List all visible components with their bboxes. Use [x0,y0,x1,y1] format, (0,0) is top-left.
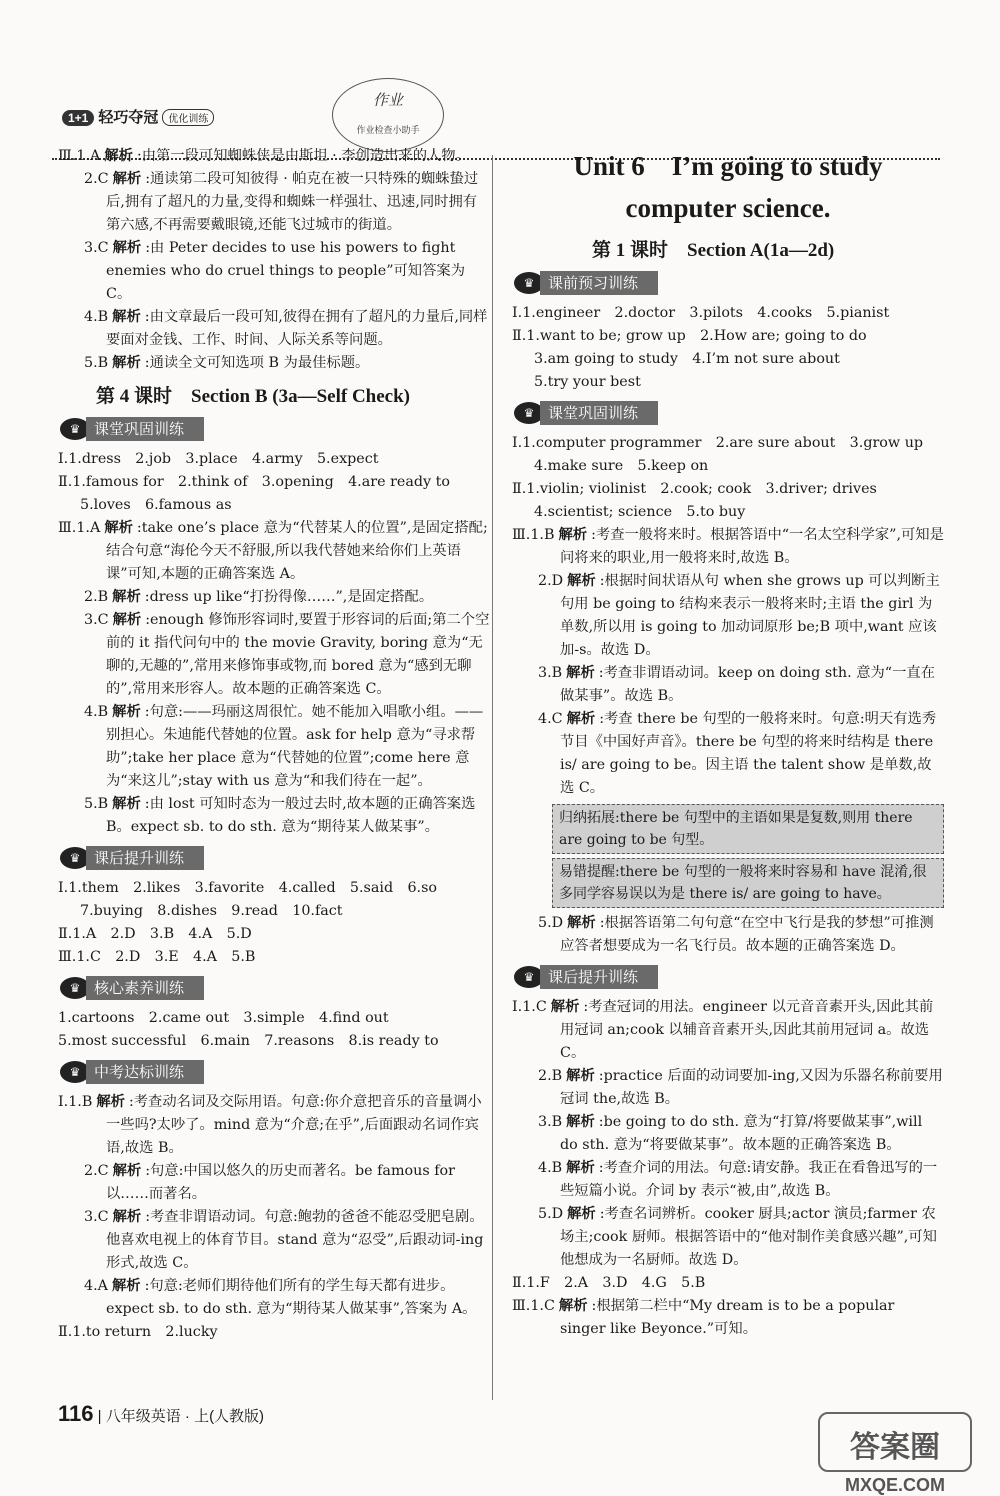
answer-item: 4.B 解析 :由文章最后一段可知,彼得在拥有了超凡的力量后,同样要面对金钱、工作、时间、人际关系等问题。 [84,309,488,348]
answer-item: 2.B 解析 :dress up like“打扮得像……”,是固定搭配。 [84,589,434,605]
answer-item: 5.D 解析 :考查名词辨析。cooker 厨具;actor 演员;farmer 农场主;cook 厨师。根据答语中的“他对制作美食感兴趣”,可知他想成为一名厨师。故选 D。 [538,1206,937,1268]
book-title: 八年级英语 · 上(人教版) [105,1408,265,1425]
unit-title: Unit 6 I’m going to study computer science. [573,151,883,223]
homework-stamp: 作业 作业检查小助手 [332,78,444,152]
answer-line: 1.cartoons 2.came out 3.simple 4.find out [58,1010,389,1026]
answer-line: Ⅱ.1.F 2.A 3.D 4.G 5.B [512,1275,706,1291]
tip-box-summary: 归纳拓展:there be 句型中的主语如果是复数,则用 there are going to be 句型。 [552,804,944,854]
answer-item: 5.B 解析 :由 lost 可知时态为一般过去时,故本题的正确答案选 B。expect sb. to do sth. 意为“期待某人做某事”。 [84,796,476,835]
section-band: ♛ 课后提升训练 [512,964,944,990]
answer-item: 2.D 解析 :根据时间状语从句 when she grows up 可以判断主句用 be going to 结构来表示一般将来时;主语 the girl 为单数,所以用 is going to 加动词原形 be;B 项中,want 应该加-s。故选 D。 [538,573,940,658]
answer-item: 4.B 解析 :句意:——玛丽这周很忙。她不能加入唱歌小组。——别担心。朱迪能代替她的位置。ask for help 意为“寻求帮助”;take her place 意为“代替她的位置”;come here 意为“来这儿”;stay with us 意为“和我们待在一起”。 [84,704,484,789]
crown-icon: ♛ [60,847,90,869]
section-band: ♛ 中考达标训练 [58,1059,490,1085]
answer-item: 4.B 解析 :考查介词的用法。句意:请安静。我正在看鲁迅写的一些短篇小说。介词 by 表示“被,由”,故选 B。 [538,1160,938,1199]
answer-line: Ⅰ.1.computer programmer 2.are sure about 3.grow up [512,435,924,451]
answer-line: Ⅱ.1.to return 2.lucky [58,1324,218,1340]
lesson-title: 第 4 课时 Section B (3a—Self Check) [96,386,411,407]
answer-line: Ⅰ.1.engineer 2.doctor 3.pilots 4.cooks 5.pianist [512,305,890,321]
answer-line: Ⅰ.1.dress 2.job 3.place 4.army 5.expect [58,451,379,467]
lesson-title: 第 1 课时 Section A(1a—2d) [592,240,835,261]
right-column [512,145,944,1341]
tip-box-warning: 易错提醒:there be 句型的一般将来时容易和 have 混淆,很多同学容易误以为是 there is/ are going to have。 [552,858,944,908]
answer-item: Ⅲ.1.A 解析 :take one’s place 意为“代替某人的位置”,是固定搭配;结合句意“海伦今天不舒服,所以我代替她来给你们上英语课”可知,本题的正确答案选 A。 [58,520,488,582]
answer-line: 7.buying 8.dishes 9.read 10.fact [80,903,343,919]
answer-line: Ⅱ.1.want to be; grow up 2.How are; going to do [512,328,867,344]
answer-line: Ⅲ.1.C 2.D 3.E 4.A 5.B [58,949,256,965]
crown-icon: ♛ [514,966,544,988]
answer-item: 2.B 解析 :practice 后面的动词要加-ing,又因为乐器名称前要用冠词 the,故选 B。 [538,1068,943,1107]
answer-line: 5.try your best [534,374,641,390]
answer-line: 3.am going to study 4.I’m not sure about [534,351,840,367]
answer-line: Ⅱ.1.violin; violinist 2.cook; cook 3.driver; drives [512,481,877,497]
answer-item: Ⅰ.1.C 解析 :考查冠词的用法。engineer 以元音音素开头,因此其前用冠词 an;cook 以辅音音素开头,因此其前用冠词 a。故选 C。 [512,999,934,1061]
answer-item: 5.D 解析 :根据答语第二句句意“在空中飞行是我的梦想”可推测应答者想要成为一名飞行员。故本题的正确答案选 D。 [538,915,934,954]
answer-line: Ⅱ.1.A 2.D 3.B 4.A 5.D [58,926,252,942]
answer-item: Ⅰ.1.B 解析 :考查动名词及交际用语。句意:你介意把音乐的音量调小一些吗?太吵了。mind 意为“介意;在乎”,后面跟动名词作宾语,故选 B。 [58,1094,482,1156]
section-band: ♛ 课后提升训练 [58,845,490,871]
page-number: 116 [58,1401,94,1426]
crown-icon: ♛ [60,1061,90,1083]
section-band: ♛ 课堂巩固训练 [58,416,490,442]
answer-item: Ⅲ.1.B 解析 :考查一般将来时。根据答语中“一名太空科学家”,可知是问将来的职业,用一般将来时,故选 B。 [512,527,944,566]
crown-icon: ♛ [60,418,90,440]
answer-line: Ⅰ.1.them 2.likes 3.favorite 4.called 5.said 6.so [58,880,438,896]
answer-item: Ⅲ.1.A 解析 :由第一段可知蜘蛛侠是由斯坦 · 李创造出来的人物。 [58,148,470,164]
crown-icon: ♛ [60,977,90,999]
answer-item: 3.B 解析 :考查非谓语动词。keep on doing sth. 意为“一直在做某事”。故选 B。 [538,665,935,704]
section-band: ♛ 课前预习训练 [512,270,944,296]
crown-icon: ♛ [514,402,544,424]
answer-item: 5.B 解析 :通读全文可知选项 B 为最佳标题。 [84,355,370,371]
answer-line: Ⅱ.1.famous for 2.think of 3.opening 4.are ready to [58,474,451,490]
answer-line: 5.most successful 6.main 7.reasons 8.is ready to [58,1033,439,1049]
answer-item: 4.A 解析 :句意:老师们期待他们所有的学生每天都有进步。expect sb. to do sth. 意为“期待某人做某事”,答案为 A。 [84,1278,477,1317]
answer-line: 4.make sure 5.keep on [534,458,709,474]
site-watermark: 答案圈 MXQE.COM [818,1412,972,1472]
answer-item: 2.C 解析 :通读第二段可知彼得 · 帕克在被一只特殊的蜘蛛蛰过后,拥有了超凡的力量,变得和蜘蛛一样强壮、迅速,同时拥有第六感,不再需要戴眼镜,还能飞过城市的街道。 [84,171,479,233]
left-column [58,145,490,1344]
answer-line: 4.scientist; science 5.to buy [534,504,746,520]
answer-item: 3.C 解析 :考查非谓语动词。句意:鲍勃的爸爸不能忍受肥皂剧。他喜欢电视上的体育节目。stand 意为“忍受”,后跟动词-ing 形式,故选 C。 [84,1209,484,1271]
page-footer: 116 | 八年级英语 · 上(人教版) [58,1401,265,1426]
answer-item: 3.C 解析 :由 Peter decides to use his powers to fight enemies who do cruel things to people”可知答案为 C。 [84,240,465,302]
answer-item: 4.C 解析 :考查 there be 句型的一般将来时。句意:明天有选秀节目《中国好声音》。there be 句型的将来时结构是 there is/ are going to be。因主语 the talent show 是单数,故选 C。 [538,711,937,796]
answer-item: 3.C 解析 :enough 修饰形容词时,要置于形容词的后面;第二个空前的 it 指代问句中的 the movie Gravity, boring 意为“无聊的,无趣的”,常用来修饰事或物,而 bored 意为“感到无聊的”,常用来形容人。故本题的正确答案选 C。 [84,612,490,697]
page-header [52,92,942,138]
publisher-logo: 1+1 轻巧夺冠 优化训练 [62,106,214,127]
crown-icon: ♛ [514,272,544,294]
answer-item: 3.B 解析 :be going to do sth. 意为“打算/将要做某事”,will do sth. 意为“将要做某事”。故本题的正确答案选 B。 [538,1114,923,1153]
answer-line: 5.loves 6.famous as [80,497,232,513]
answer-item: Ⅲ.1.C 解析 :根据第二栏中“My dream is to be a popular singer like Beyonce.”可知。 [512,1298,895,1337]
answer-item: 2.C 解析 :句意:中国以悠久的历史而著名。be famous for 以……而著名。 [84,1163,455,1202]
column-divider [492,155,493,1400]
section-band: ♛ 核心素养训练 [58,975,490,1001]
section-band: ♛ 课堂巩固训练 [512,400,944,426]
